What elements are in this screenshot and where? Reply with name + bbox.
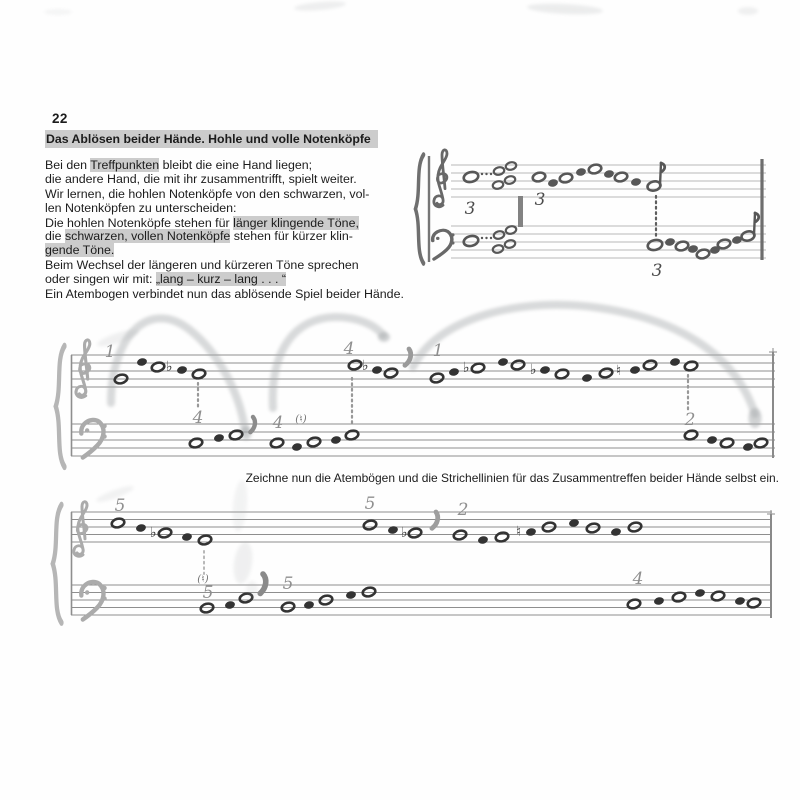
text-line — [45, 202, 410, 216]
filled-notehead — [630, 177, 641, 187]
breath-comma — [260, 574, 267, 594]
open-notehead — [643, 359, 657, 370]
filled-notehead — [575, 167, 586, 177]
scan-smudge — [44, 9, 72, 15]
filled-notehead — [547, 178, 558, 188]
breath-slur — [273, 317, 383, 408]
filled-notehead — [387, 525, 398, 535]
open-notehead — [319, 594, 333, 605]
paragraph — [45, 159, 410, 186]
open-notehead — [504, 175, 516, 185]
text-segment: Beim Wechsel der längeren und kürzeren Töne sprechen — [45, 258, 359, 273]
open-notehead — [453, 529, 467, 540]
scan-smudge — [96, 326, 141, 349]
finger-number: (♮) — [295, 414, 307, 425]
finger-number: 4 — [272, 413, 284, 433]
scan-smudge — [231, 479, 249, 532]
text-line — [45, 217, 410, 231]
finger-number: 3 — [464, 199, 476, 219]
open-notehead — [720, 437, 734, 448]
open-notehead — [505, 161, 517, 171]
open-notehead — [408, 527, 422, 538]
finger-number: 5 — [364, 494, 376, 514]
filled-notehead — [742, 442, 753, 452]
open-notehead — [684, 360, 698, 371]
filled-notehead — [136, 357, 147, 367]
breath-comma — [250, 417, 256, 433]
article-heading-text: Das Ablösen beider Hände. Hohle und volle Notenköpfe — [45, 130, 378, 148]
finger-number: 1 — [432, 341, 444, 361]
open-notehead — [430, 372, 444, 383]
highlighted-text: gende Töne. — [45, 243, 115, 258]
finger-number: (♮) — [197, 574, 209, 585]
finger-number: 1 — [104, 342, 116, 362]
open-notehead — [493, 230, 505, 240]
text-line — [45, 259, 410, 273]
article — [45, 132, 410, 303]
accidental-glyph: ♭ — [362, 358, 369, 374]
open-notehead — [384, 367, 398, 378]
open-notehead — [492, 180, 504, 190]
open-notehead — [588, 163, 602, 174]
open-notehead — [158, 527, 172, 538]
text-line — [45, 288, 410, 302]
finger-number: 3 — [534, 190, 546, 210]
text-segment: len Notenköpfen zu unterscheiden: — [45, 200, 237, 215]
exercise-caption: Zeichne nun die Atembögen und die Strichellinien für das Zusammentreffen beider Hände selbst ein. — [245, 471, 779, 485]
open-notehead — [754, 437, 768, 448]
scan-smudge — [95, 483, 135, 504]
music-example — [415, 150, 766, 281]
divider-bar — [518, 196, 523, 227]
bass-clef-icon — [81, 420, 104, 458]
open-notehead — [684, 429, 698, 440]
open-notehead — [362, 586, 376, 597]
stemmed-note — [741, 230, 756, 242]
open-notehead — [495, 531, 509, 542]
filled-notehead — [664, 237, 675, 247]
text-paragraphs — [45, 159, 410, 302]
finger-number: 5 — [282, 574, 294, 594]
open-notehead — [599, 367, 613, 378]
open-notehead — [532, 171, 546, 182]
text-segment: Die hohlen Notenköpfe stehen für — [45, 215, 234, 230]
filled-notehead — [181, 532, 192, 542]
highlighted-text: länger klingende Töne, — [233, 215, 359, 230]
open-notehead — [200, 602, 214, 613]
filled-notehead — [709, 245, 720, 255]
open-notehead — [229, 429, 243, 440]
filled-notehead — [345, 590, 356, 600]
open-notehead — [463, 234, 480, 247]
filled-notehead — [330, 435, 341, 445]
stemmed-note — [647, 180, 662, 192]
filled-notehead — [224, 600, 235, 610]
open-notehead — [711, 590, 725, 601]
accidental-glyph: ♭ — [401, 525, 408, 541]
open-notehead — [114, 373, 128, 384]
open-notehead — [647, 238, 664, 251]
text-segment: Bei den — [45, 158, 91, 172]
filled-notehead — [706, 435, 717, 445]
filled-notehead — [734, 596, 745, 606]
treble-clef-icon — [434, 150, 447, 207]
text-line — [45, 173, 410, 187]
open-notehead — [504, 239, 516, 249]
system-brace — [415, 155, 423, 264]
article-heading — [45, 132, 410, 146]
finger-number: 4 — [192, 408, 204, 428]
text-segment: bleibt die eine Hand liegen; — [159, 158, 313, 172]
open-notehead — [111, 517, 125, 528]
highlighted-text: Treffpunkten — [90, 158, 160, 172]
open-notehead — [747, 597, 761, 608]
text-segment: Ein Atembogen verbindet nun das ablösende Spiel beider Hände. — [45, 287, 404, 302]
system-brace — [56, 346, 65, 467]
scan-artifacts — [44, 0, 758, 16]
text-segment: stehen für kürzer klin- — [230, 229, 353, 244]
filled-notehead — [448, 367, 459, 377]
filled-notehead — [581, 373, 592, 383]
accidental-glyph: ♭ — [150, 525, 157, 541]
open-notehead — [559, 172, 573, 183]
open-notehead — [717, 238, 731, 249]
scan-smudge — [738, 7, 758, 15]
filled-notehead — [653, 596, 664, 606]
text-line — [45, 244, 410, 258]
accidental-glyph: ♭ — [463, 360, 470, 376]
filled-notehead — [568, 518, 579, 528]
filled-notehead — [694, 588, 705, 598]
open-notehead — [270, 437, 284, 448]
open-notehead — [614, 171, 628, 182]
open-notehead — [348, 359, 362, 370]
treble-clef-icon — [76, 340, 90, 397]
paragraph — [45, 188, 410, 215]
text-segment: oder singen wir mit: — [45, 272, 156, 286]
open-notehead — [463, 170, 480, 183]
finger-number: 5 — [114, 496, 126, 516]
finger-number: 3 — [651, 261, 663, 281]
open-notehead — [675, 240, 689, 251]
filled-notehead — [291, 442, 302, 452]
filled-notehead — [525, 527, 536, 537]
finger-number: 2 — [684, 410, 696, 430]
accidental-glyph: ♭ — [166, 359, 173, 375]
finger-number: 5 — [202, 583, 214, 603]
open-notehead — [627, 598, 641, 609]
open-notehead — [696, 248, 710, 259]
open-notehead — [198, 534, 212, 545]
open-notehead — [307, 436, 321, 447]
open-notehead — [672, 591, 686, 602]
breath-slur — [413, 305, 755, 414]
open-notehead — [151, 361, 165, 372]
filled-notehead — [303, 600, 314, 610]
finger-number: 4 — [343, 339, 355, 359]
finger-number: 4 — [632, 569, 644, 589]
filled-notehead — [497, 357, 508, 367]
open-notehead — [345, 429, 359, 440]
open-notehead — [505, 225, 517, 235]
accidental-glyph: ♮ — [616, 363, 622, 379]
filled-notehead — [669, 357, 680, 367]
scan-smudge — [231, 541, 255, 585]
open-notehead — [511, 359, 525, 370]
filled-notehead — [629, 365, 640, 375]
text-segment: die — [45, 229, 65, 244]
text-segment: Wir lernen, die hohlen Notenköpfe von den schwarzen, vol- — [45, 186, 370, 201]
scan-smudge — [246, 581, 258, 599]
bass-clef-icon — [81, 582, 104, 620]
text-line — [45, 230, 410, 244]
filled-notehead — [213, 433, 224, 443]
scan-smudge — [527, 2, 603, 16]
filled-notehead — [176, 365, 187, 375]
filled-notehead — [610, 527, 621, 537]
text-line — [45, 159, 410, 173]
breath-comma — [405, 349, 412, 366]
text-line — [45, 188, 410, 202]
highlighted-text: „lang – kurz – lang . . . “ — [155, 272, 287, 286]
text-segment: die andere Hand, die mit ihr zusammentrifft, spielt weiter. — [45, 171, 357, 186]
highlighted-text: schwarzen, vollen Notenköpfe — [64, 229, 231, 244]
filled-notehead — [731, 235, 742, 245]
open-notehead — [628, 521, 642, 532]
filled-notehead — [135, 523, 146, 533]
music-system-2 — [53, 479, 775, 622]
breath-slur — [111, 318, 245, 430]
open-notehead — [363, 519, 377, 530]
open-notehead — [281, 601, 295, 612]
filled-notehead — [477, 535, 488, 545]
system-brace — [53, 505, 62, 623]
page-number: 22 — [52, 111, 68, 126]
open-notehead — [586, 522, 600, 533]
open-notehead — [555, 368, 569, 379]
filled-notehead — [687, 244, 698, 254]
scan-smudge — [294, 0, 346, 12]
paragraph — [45, 217, 410, 258]
filled-notehead — [371, 365, 382, 375]
accidental-glyph: ♮ — [516, 524, 522, 540]
open-notehead — [493, 166, 505, 176]
breath-comma — [432, 512, 439, 529]
paragraph — [45, 288, 410, 302]
paragraph — [45, 259, 410, 286]
open-notehead — [471, 362, 485, 373]
open-notehead — [492, 244, 504, 254]
bass-clef-icon — [433, 230, 453, 259]
filled-notehead — [603, 169, 614, 179]
filled-notehead — [539, 365, 550, 375]
text-line — [45, 273, 410, 287]
open-notehead — [239, 592, 253, 603]
open-notehead — [542, 521, 556, 532]
treble-clef-icon — [74, 502, 87, 557]
music-system-1 — [56, 305, 777, 467]
open-notehead — [192, 368, 206, 379]
accidental-glyph: ♭ — [530, 362, 537, 378]
finger-number: 2 — [457, 500, 469, 520]
open-notehead — [189, 437, 203, 448]
